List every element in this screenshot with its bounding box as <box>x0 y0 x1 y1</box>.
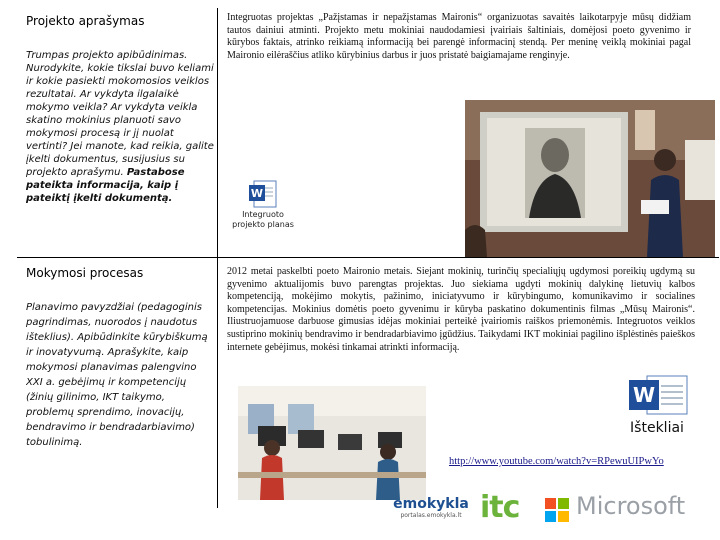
row1-left-cell <box>26 14 216 254</box>
word-document-icon <box>248 180 278 208</box>
photo-graphic-2 <box>238 386 426 500</box>
footer-logos <box>380 488 720 540</box>
project-plan-caption: Integruoto projekto planas <box>232 210 294 229</box>
table-divider-horizontal <box>17 257 719 258</box>
svg-text:W: W <box>632 383 656 407</box>
photo-graphic <box>465 100 715 257</box>
learning-content: 2012 metai paskelbti poeto Maironio metais. Siejant mokinių, turinčių specialiųjų ugdymosi poreikių ugdymą su gyvenimo aktualijomis buvo parengtas projektas. Juo siekiama ugdyti mokinių dalykinę lietuvių kalbos kompetenciją, mokėjimo mokytis, pažinimo, iniciatyvumo ir kūrybingumo, komunikavimo ir socialines kompetencijas. Mokinius domėtis poeto gyvenimu ir kūryba paskatino dokumentinis filmas „Mūsų Maironis“. Iliustruojamuose darbuose gimusias idėjas mokiniai perteikė įvairiomis raiškos priemonėmis. Integruotos veiklos sustiprino mokinių bendravimo ir bendradarbiavimo įgūdžius. Taikydami IKT mokiniai pagilino išplėstinės paieškos internete gebėjimus, mokėsi tinkamai atrinkti informaciją. <box>227 266 695 353</box>
emokykla-logo-sub: portalas.emokykla.lt <box>400 512 462 519</box>
project-plan-attachment[interactable] <box>230 180 296 240</box>
youtube-link[interactable]: http://www.youtube.com/watch?v=RPewuUIPwYo <box>449 456 664 467</box>
resources-caption: Ištekliai <box>630 420 684 436</box>
section-heading-learning: Mokymosi procesas <box>26 266 144 280</box>
emokykla-logo-text: emokykla <box>393 496 469 512</box>
itc-logo: itc <box>480 490 520 525</box>
content-table <box>17 8 719 508</box>
description-instructions <box>26 49 216 205</box>
table-divider-vertical <box>217 8 218 508</box>
windows-flag-icon <box>545 498 569 522</box>
svg-text:W: W <box>250 187 264 200</box>
microsoft-logo: Microsoft <box>576 492 686 520</box>
resources-attachment[interactable] <box>617 374 697 444</box>
description-instructions-bold: Pastabose pateikta informacija, kaip į pateiktį įkelti dokumentą. <box>26 167 185 204</box>
description-content: Integruotas projektas „Pažįstamas ir nepažįstamas Maironis“ organizuotas savaitės laikotarpyje mūsų didžiam tautos dainiui atminti. Projekto metu mokiniai naudodamiesi įvairiais šaltiniais, domėjosi poeto gyvenimo ir kūrybos faktais, atrinko reikiamą informaciją bei parengė informacinį stendą. Per meninę veiklą mokiniai pagal Maironio eilėraščius atliko kūrybinius darbus ir juos pristatė baigiamajame renginyje. <box>227 12 691 61</box>
word-resources-icon <box>627 374 689 416</box>
windows-flag-svg <box>545 498 569 522</box>
description-instructions-text: Trumpas projekto apibūdinimas. Nurodykite, kokie tikslai buvo keliami ir kokie pasiekti mokomosios veiklos rezultatai. Ar vykdyta ilgalaikė mokymo veikla? Ar vykdyta veikla skatino mokinius planuoti savo mokymosi procesą ir jį nuolat vertinti? Jei manote, kad reikia, galite įkelti dokumentus, susijusius su projekto aprašymu. <box>26 50 214 178</box>
classroom-computers-photo <box>238 386 426 500</box>
learning-instructions: Planavimo pavyzdžiai (pedagoginis pagrindimas, nuorodos į naudotus išteklius). Apibūdinkite kūrybiškumą ir inovatyvumą. Aprašykite, kaip mokymosi planavimas palengvino XXI a. gebėjimų ir kompetencijų (žinių gilinimo, IKT taikymo, problemų sprendimo, inovacijų, bendravimo ir bendradarbiavimo) tobulinimą. <box>26 302 208 448</box>
emokykla-logo <box>386 496 476 519</box>
row2-left-cell <box>26 266 216 506</box>
classroom-projection-photo <box>465 100 715 257</box>
row2-right-cell <box>227 266 695 386</box>
section-heading-description: Projekto aprašymas <box>26 14 145 28</box>
